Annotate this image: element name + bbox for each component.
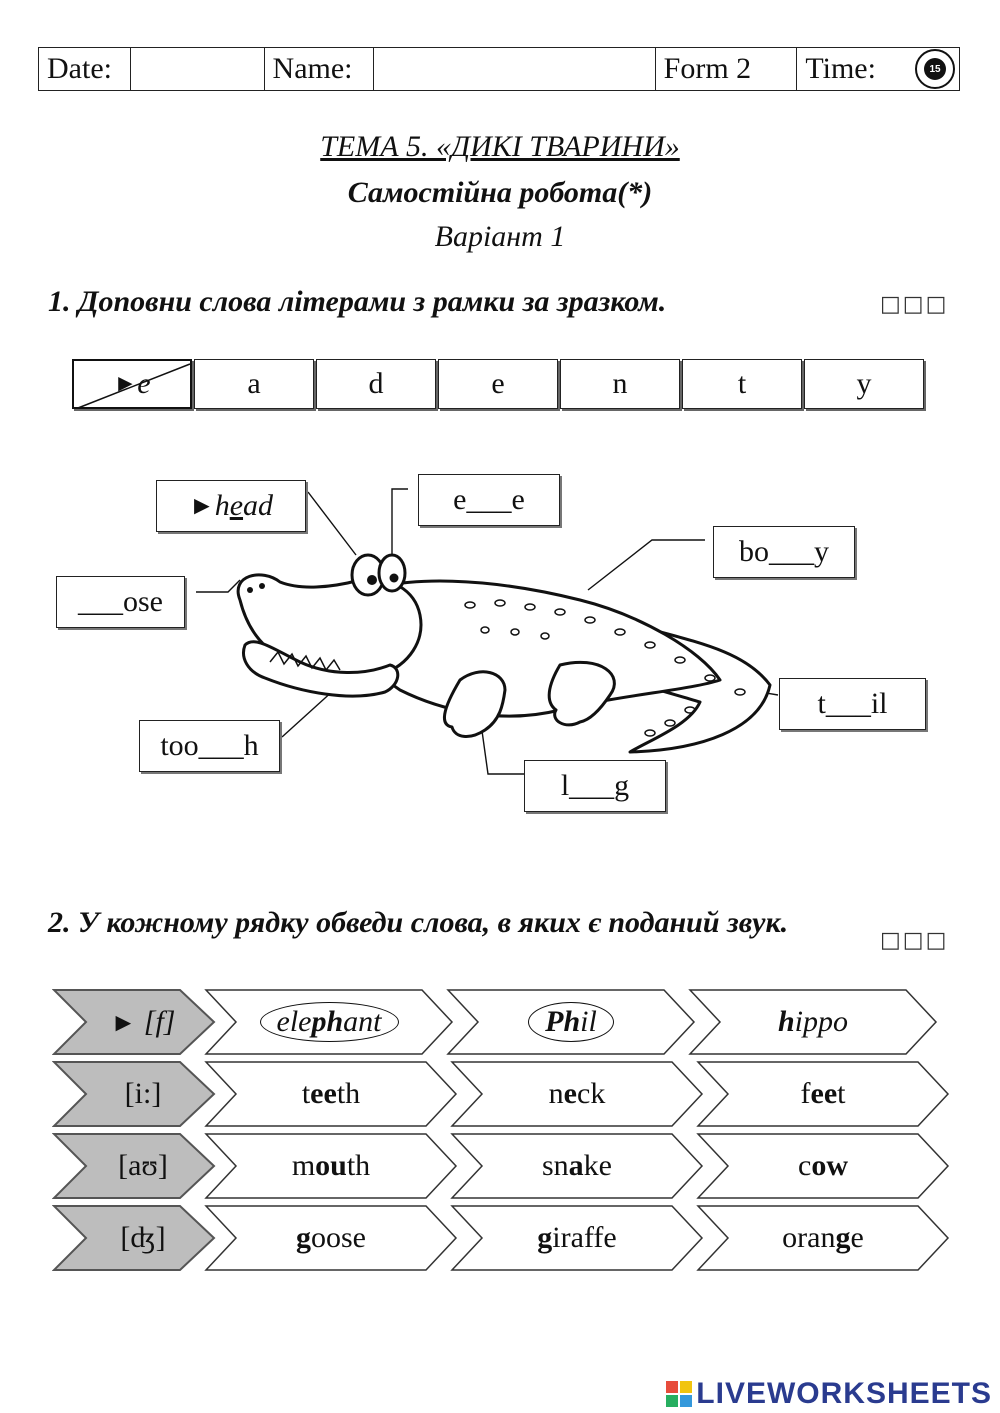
example-arrow-icon: ► [113, 370, 138, 397]
word-chevron[interactable] [696, 1132, 950, 1200]
letter-box-example [72, 359, 192, 409]
sound-chevron [52, 1132, 216, 1200]
liveworksheets-watermark [666, 1377, 992, 1411]
word-chevron[interactable] [450, 1132, 704, 1200]
task2-score-boxes: □□□ [880, 928, 949, 953]
word-text: neck [548, 1077, 606, 1110]
watermark-text: LIVEWORKSHEETS [696, 1377, 992, 1410]
sound-row [52, 1204, 950, 1272]
example-arrow-icon: ► [110, 1008, 137, 1037]
topic-title: ТЕМА 5. «ДИКІ ТВАРИНИ» [320, 130, 680, 163]
word-text: hippo [777, 1005, 849, 1038]
label-tooth[interactable]: too___h [139, 720, 280, 772]
label-nose[interactable]: ___ose [56, 576, 185, 628]
sound-label: [i:] [124, 1077, 162, 1110]
variant-title: Варіант 1 [434, 220, 566, 253]
label-eye[interactable]: e___e [418, 474, 560, 526]
time-label: Time: [805, 52, 876, 85]
word-text: feet [800, 1077, 846, 1110]
example-letter: e [137, 367, 151, 400]
word-chevron[interactable] [696, 1204, 950, 1272]
timer-value: 15 [924, 58, 946, 80]
sound-row [52, 1132, 950, 1200]
word-text: orange [782, 1221, 864, 1254]
sound-row [52, 988, 938, 1056]
sound-label: [ʤ] [120, 1221, 166, 1254]
head-arrow-icon: ► [188, 491, 215, 520]
label-leg[interactable]: l___g [524, 760, 666, 812]
word-chevron[interactable] [450, 1204, 704, 1272]
time-cell [797, 48, 959, 90]
label-body[interactable]: bo___y [713, 526, 855, 578]
crocodile-body [238, 555, 770, 752]
word-chevron[interactable] [204, 1132, 458, 1200]
word-chevron[interactable] [446, 988, 696, 1056]
word-text: teeth [301, 1077, 361, 1110]
word-chevron[interactable] [204, 1204, 458, 1272]
word-text: cow [798, 1149, 848, 1182]
letter-box: n [560, 359, 680, 409]
liveworksheets-logo-icon [666, 1381, 692, 1407]
word-chevron[interactable] [450, 1060, 704, 1128]
word-chevron[interactable] [688, 988, 938, 1056]
word-text: snake [541, 1149, 612, 1182]
letter-box-row [72, 359, 926, 409]
word-text: goose [296, 1221, 366, 1254]
word-text: giraffe [537, 1221, 617, 1254]
word-circled: elephant [260, 1002, 399, 1042]
word-circled: Phil [528, 1002, 614, 1042]
task2-heading: 2. У кожному рядку обведи слова, в яких є поданий звук. [48, 906, 789, 939]
word-chevron[interactable] [696, 1060, 950, 1128]
letter-box: a [194, 359, 314, 409]
letter-box: y [804, 359, 924, 409]
date-label: Date: [39, 48, 131, 90]
word-chevron[interactable] [204, 988, 454, 1056]
letter-box: t [682, 359, 802, 409]
letter-box: e [438, 359, 558, 409]
sound-chevron [52, 988, 216, 1056]
name-field[interactable] [374, 48, 655, 90]
header-table [38, 47, 960, 91]
form-label: Form 2 [656, 48, 798, 90]
work-title: Самостійна робота(*) [347, 176, 653, 209]
name-label: Name: [265, 48, 375, 90]
sound-chevron [52, 1204, 216, 1272]
sound-label: [aʊ] [118, 1149, 168, 1182]
letter-box: d [316, 359, 436, 409]
task1-heading: 1. Доповни слова літерами з рамки за зразком. [48, 285, 667, 318]
task1-score-boxes: □□□ [880, 292, 949, 317]
sound-label: [f] [143, 1005, 176, 1038]
sound-row [52, 1060, 950, 1128]
date-field[interactable] [131, 48, 265, 90]
sound-chevron [52, 1060, 216, 1128]
label-head: ► h e ad [156, 480, 306, 532]
word-chevron[interactable] [204, 1060, 458, 1128]
label-tail[interactable]: t___il [779, 678, 926, 730]
word-text: mouth [291, 1149, 371, 1182]
timer-icon [915, 49, 955, 89]
